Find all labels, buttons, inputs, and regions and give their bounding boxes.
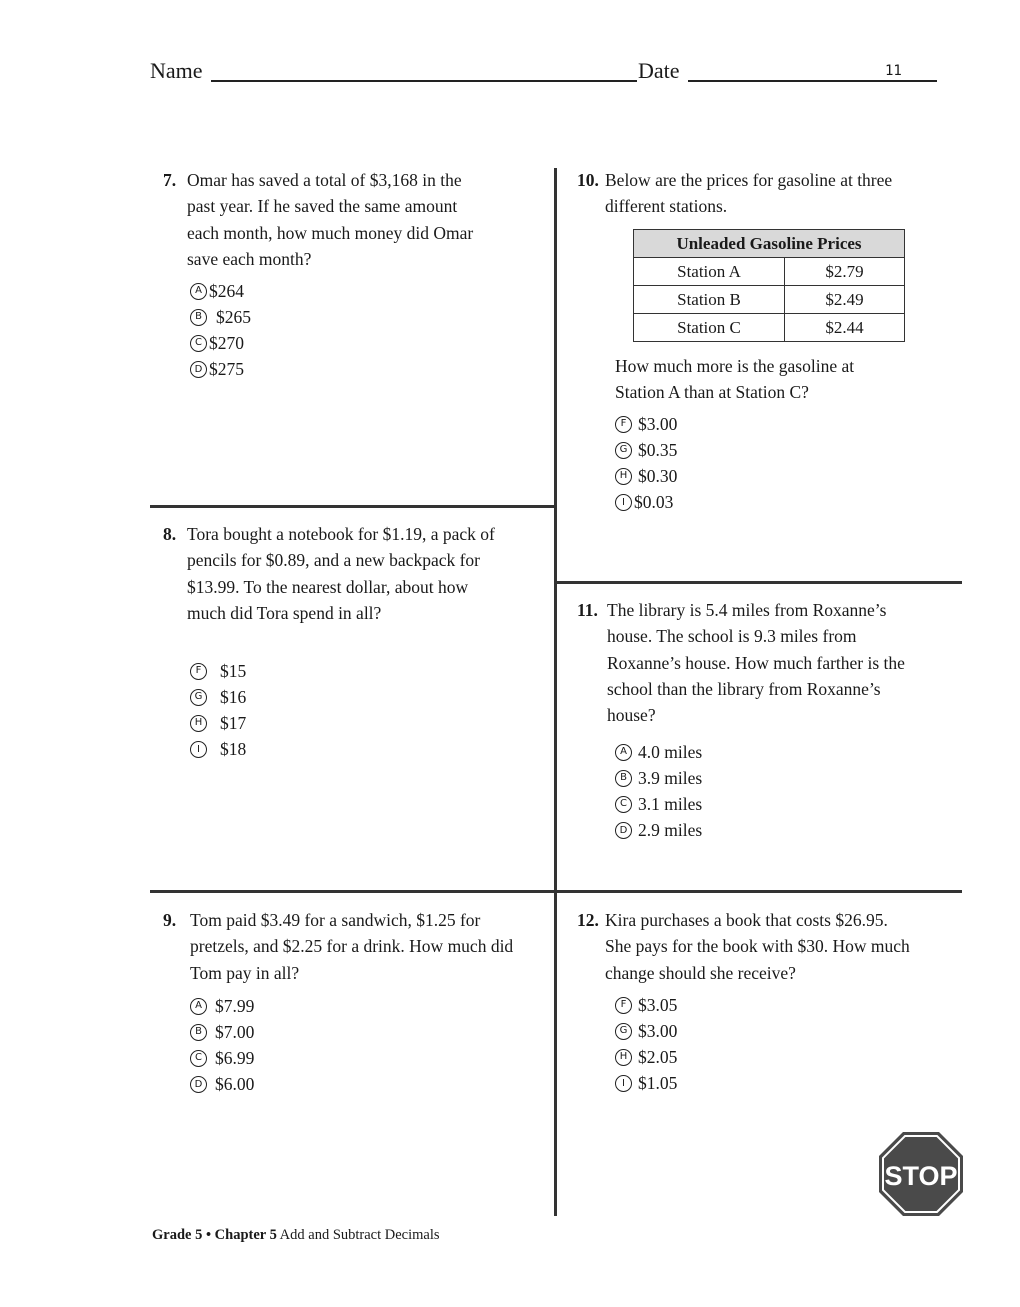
choice-a[interactable] xyxy=(615,739,702,765)
choice-a[interactable] xyxy=(190,278,251,304)
date-field[interactable] xyxy=(688,80,937,82)
answer-bubble[interactable]: I xyxy=(615,494,632,511)
question-stem: Below are the prices for gasoline at three different stations. xyxy=(605,170,893,217)
station-cell: Station B xyxy=(634,286,785,314)
choices-q12 xyxy=(615,992,677,1097)
date-label: Date xyxy=(638,58,680,83)
question-7 xyxy=(163,167,503,272)
choice-text: $265 xyxy=(216,306,251,327)
question-stem: Kira purchases a book that costs $26.95. She pays for the book with $30. How much change should she receive? xyxy=(605,910,910,983)
answer-bubble[interactable]: G xyxy=(190,689,207,706)
answer-bubble[interactable]: C xyxy=(190,335,207,352)
question-stem: The library is 5.4 miles from Roxanne’s house. The school is 9.3 miles from Roxanne’s house. How much farther is the school than the library from Roxanne’s house? xyxy=(607,600,905,726)
choice-c[interactable] xyxy=(190,330,251,356)
answer-bubble[interactable]: G xyxy=(615,1023,632,1040)
question-number: 7. xyxy=(163,170,177,190)
page-number: 11 xyxy=(885,63,902,79)
choice-text: $0.30 xyxy=(638,465,678,486)
choices-q7 xyxy=(190,278,251,383)
choice-text: 3.1 miles xyxy=(638,793,703,814)
choice-i[interactable] xyxy=(615,1071,677,1097)
choice-text: $16 xyxy=(220,686,247,707)
table-row xyxy=(634,314,905,342)
divider-q7-q8 xyxy=(150,505,557,508)
choice-text: $17 xyxy=(220,712,247,733)
choice-text: $3.00 xyxy=(638,1020,678,1041)
answer-bubble[interactable]: B xyxy=(190,1024,207,1041)
choice-d[interactable] xyxy=(190,357,251,383)
answer-bubble[interactable]: H xyxy=(190,715,207,732)
answer-bubble[interactable]: G xyxy=(615,442,632,459)
table-title: Unleaded Gasoline Prices xyxy=(634,230,905,258)
choice-c[interactable] xyxy=(190,1045,254,1071)
question-8 xyxy=(163,521,513,626)
answer-bubble[interactable]: D xyxy=(615,822,632,839)
choice-text: $2.05 xyxy=(638,1046,678,1067)
choices-q11 xyxy=(615,739,702,844)
choice-f[interactable] xyxy=(615,992,677,1018)
question-10 xyxy=(577,167,907,220)
answer-bubble[interactable]: D xyxy=(190,361,207,378)
choice-text: $270 xyxy=(209,332,244,353)
choice-i[interactable] xyxy=(190,737,246,763)
question-number: 9. xyxy=(163,910,177,930)
choice-text: $3.00 xyxy=(638,413,678,434)
choices-q10 xyxy=(615,411,677,516)
choice-text: 2.9 miles xyxy=(638,820,703,841)
choices-q8 xyxy=(190,658,246,763)
choice-i[interactable] xyxy=(615,490,677,516)
table-row xyxy=(634,286,905,314)
choice-h[interactable] xyxy=(615,1044,677,1070)
question-number: 8. xyxy=(163,524,177,544)
choice-text: 3.9 miles xyxy=(638,767,703,788)
choice-text: $0.03 xyxy=(634,492,674,513)
answer-bubble[interactable]: F xyxy=(190,663,207,680)
choice-f[interactable] xyxy=(615,411,677,437)
follow-up-text: How much more is the gasoline at Station A than at Station C? xyxy=(615,356,855,403)
divider-row-3 xyxy=(150,890,962,893)
choice-h[interactable] xyxy=(190,710,246,736)
choice-b[interactable] xyxy=(615,765,702,791)
answer-bubble[interactable]: C xyxy=(615,796,632,813)
footer xyxy=(152,1227,440,1244)
choice-b[interactable] xyxy=(190,1019,254,1045)
answer-bubble[interactable]: F xyxy=(615,416,632,433)
answer-bubble[interactable]: B xyxy=(190,309,207,326)
answer-bubble[interactable]: A xyxy=(615,744,632,761)
stop-sign-text: STOP xyxy=(884,1161,958,1191)
choice-g[interactable] xyxy=(615,437,677,463)
question-10-follow-up xyxy=(615,353,905,406)
choice-b[interactable] xyxy=(190,304,251,330)
answer-bubble[interactable]: H xyxy=(615,468,632,485)
answer-bubble[interactable]: D xyxy=(190,1076,207,1093)
question-12 xyxy=(577,907,922,986)
choice-f[interactable] xyxy=(190,658,246,684)
choice-text: $7.99 xyxy=(215,995,255,1016)
question-stem: Tora bought a notebook for $1.19, a pack of pencils for $0.89, and a new backpack for $13.99. To the nearest dollar, about how much did Tora spend in all? xyxy=(187,524,495,623)
name-field[interactable] xyxy=(211,80,637,82)
answer-bubble[interactable]: A xyxy=(190,998,207,1015)
choices-q9 xyxy=(190,993,254,1098)
question-number: 12. xyxy=(577,910,599,930)
answer-bubble[interactable]: A xyxy=(190,283,207,300)
question-stem: Tom paid $3.49 for a sandwich, $1.25 for pretzels, and $2.25 for a drink. How much did Tom pay in all? xyxy=(190,910,514,983)
footer-chapter-title: Add and Subtract Decimals xyxy=(279,1227,440,1243)
choice-c[interactable] xyxy=(615,791,702,817)
choice-h[interactable] xyxy=(615,463,677,489)
question-stem: Omar has saved a total of $3,168 in the past year. If he saved the same amount each month, how much money did Omar save each month? xyxy=(187,170,474,269)
question-number: 10. xyxy=(577,170,599,190)
question-number: 11. xyxy=(577,600,598,620)
table-row xyxy=(634,258,905,286)
choice-text: $264 xyxy=(209,280,244,301)
choice-text: $1.05 xyxy=(638,1073,678,1094)
price-cell: $2.44 xyxy=(785,314,905,342)
choice-g[interactable] xyxy=(615,1018,677,1044)
answer-bubble[interactable]: I xyxy=(615,1075,632,1092)
choice-g[interactable] xyxy=(190,684,246,710)
choice-text: $6.99 xyxy=(215,1047,255,1068)
center-divider xyxy=(554,168,557,1216)
choice-text: 4.0 miles xyxy=(638,741,703,762)
station-cell: Station C xyxy=(634,314,785,342)
gasoline-price-table xyxy=(633,229,905,342)
answer-bubble[interactable]: I xyxy=(190,741,207,758)
choice-a[interactable] xyxy=(190,993,254,1019)
answer-bubble[interactable]: F xyxy=(615,997,632,1014)
choice-text: $3.05 xyxy=(638,994,678,1015)
question-9 xyxy=(163,907,523,986)
name-label: Name xyxy=(150,58,203,83)
divider-q10-q11 xyxy=(557,581,962,584)
footer-grade-chapter: Grade 5 • Chapter 5 xyxy=(152,1227,277,1243)
choice-d[interactable] xyxy=(615,818,702,844)
station-cell: Station A xyxy=(634,258,785,286)
choice-text: $15 xyxy=(220,660,247,681)
question-11 xyxy=(577,597,922,728)
choice-text: $275 xyxy=(209,359,244,380)
price-cell: $2.49 xyxy=(785,286,905,314)
choice-text: $6.00 xyxy=(215,1074,255,1095)
choice-text: $18 xyxy=(220,739,247,760)
answer-bubble[interactable]: C xyxy=(190,1050,207,1067)
answer-bubble[interactable]: H xyxy=(615,1049,632,1066)
choice-text: $7.00 xyxy=(215,1021,255,1042)
choice-d[interactable] xyxy=(190,1072,254,1098)
stop-sign-icon xyxy=(878,1131,964,1217)
answer-bubble[interactable]: B xyxy=(615,770,632,787)
choice-text: $0.35 xyxy=(638,439,678,460)
price-cell: $2.79 xyxy=(785,258,905,286)
